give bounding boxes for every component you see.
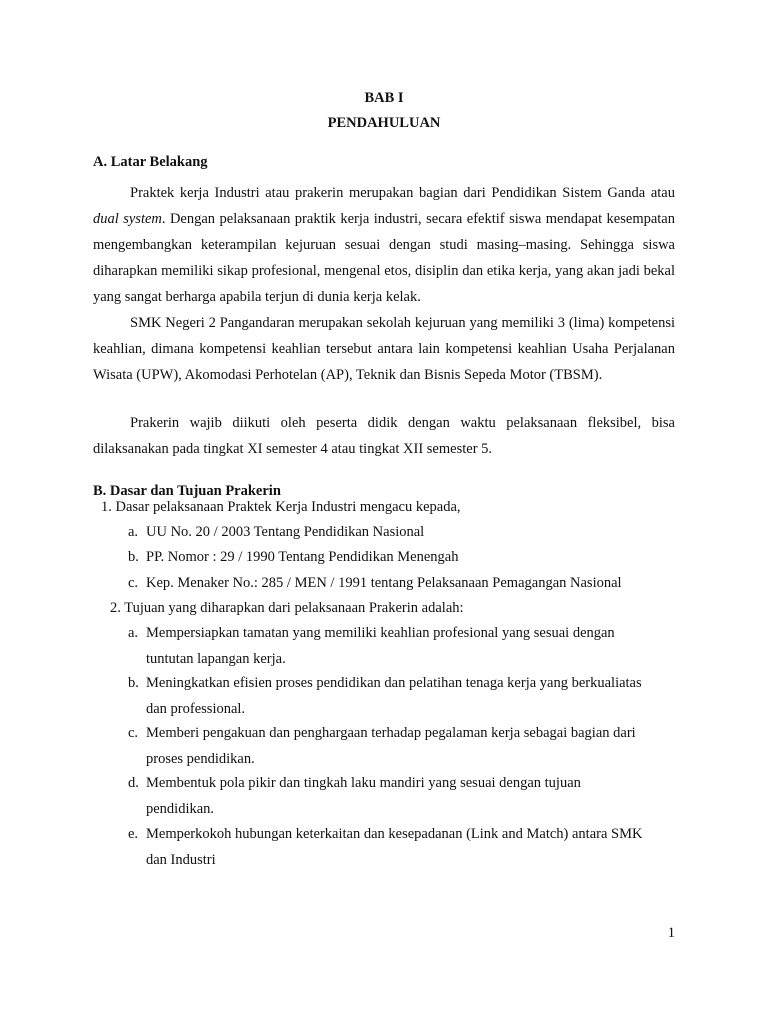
list-label: d. [128,775,139,791]
goal-line-2: proses pendidikan. [146,751,255,767]
section-a-paragraph-1 [93,180,675,310]
list-label: b. [128,675,139,691]
goal-line-1: Memperkokoh hubungan keterkaitan dan kesepadanan (Link and Match) antara SMK [146,826,643,842]
goal-line-2: pendidikan. [146,801,215,817]
goal-line-1: Mempersiapkan tamatan yang memiliki keahlian profesional yang sesuai dengan [146,625,615,641]
page-number: 1 [667,925,675,941]
chapter-title: PENDAHULUAN [327,115,441,131]
list-text: PP. Nomor : 29 / 1990 Tentang Pendidikan Menengah [146,549,459,565]
list-text: UU No. 20 / 2003 Tentang Pendidikan Nasional [146,524,425,540]
basis-item-b [128,544,675,570]
list-label: a. [128,625,139,641]
goal-item-e [128,821,675,873]
goal-item-d [128,770,675,822]
section-b-item-2: 2. Tujuan yang diharapkan dari pelaksanaan Prakerin adalah: [110,600,464,616]
goal-line-2: tuntutan lapangan kerja. [146,651,286,667]
basis-item-c [128,570,675,596]
list-label: b. [128,549,139,565]
paragraph-3-text: Prakerin wajib diikuti oleh peserta didik dengan waktu pelaksanaan fleksibel, bisa dilaksanakan pada tingkat XI semester 4 atau tingkat XII semester 5. [93,415,675,457]
paragraph-1-start: Praktek kerja Industri atau prakerin merupakan bagian dari Pendidikan Sistem Ganda atau [130,185,675,201]
chapter-number: BAB I [364,90,404,106]
list-text: Kep. Menaker No.: 285 / MEN / 1991 tentang Pelaksanaan Pemagangan Nasional [146,575,622,591]
section-b-heading: B. Dasar dan Tujuan Prakerin [93,483,281,499]
section-a-heading: A. Latar Belakang [93,154,208,170]
basis-item-a [128,519,675,545]
list-label: c. [128,575,139,591]
goal-line-1: Meningkatkan efisien proses pendidikan dan pelatihan tenaga kerja yang berkualiatas [146,675,642,691]
goal-item-a [128,620,675,672]
goal-line-2: dan Industri [146,852,216,868]
goal-line-2: dan professional. [146,701,246,717]
section-a-paragraph-2 [93,310,675,388]
list-label: e. [128,826,139,842]
paragraph-1-end: . Dengan pelaksanaan praktik kerja industri, secara efektif siswa mendapat kesempatan mengembangkan keterampilan kejuruan sesuai dengan studi masing–masing. Sehingga siswa diharapkan memiliki sikap profesional, mengenal etos, disiplin dan etika kerja, yang akan jadi bekal yang sangat berharga apabila terjun di dunia kerja kelak. [93,211,675,305]
section-a-paragraph-3 [93,410,675,462]
paragraph-1-emphasis: dual system [93,211,162,227]
goal-line-1: Memberi pengakuan dan penghargaan terhadap pegalaman kerja sebagai bagian dari [146,725,636,741]
goal-line-1: Membentuk pola pikir dan tingkah laku mandiri yang sesuai dengan tujuan [146,775,581,791]
goal-item-c [128,720,675,772]
paragraph-2-text: SMK Negeri 2 Pangandaran merupakan sekolah kejuruan yang memiliki 3 (lima) kompetensi keahlian, dimana kompetensi keahlian tersebut antara lain kompetensi keahlian Usaha Perjalanan Wisata (UPW), Akomodasi Perhotelan (AP), Teknik dan Bisnis Sepeda Motor (TBSM). [93,315,675,383]
list-label: c. [128,725,139,741]
section-b-item-1: 1. Dasar pelaksanaan Praktek Kerja Industri mengacu kepada, [101,499,461,515]
list-label: a. [128,524,139,540]
goal-item-b [128,670,675,722]
